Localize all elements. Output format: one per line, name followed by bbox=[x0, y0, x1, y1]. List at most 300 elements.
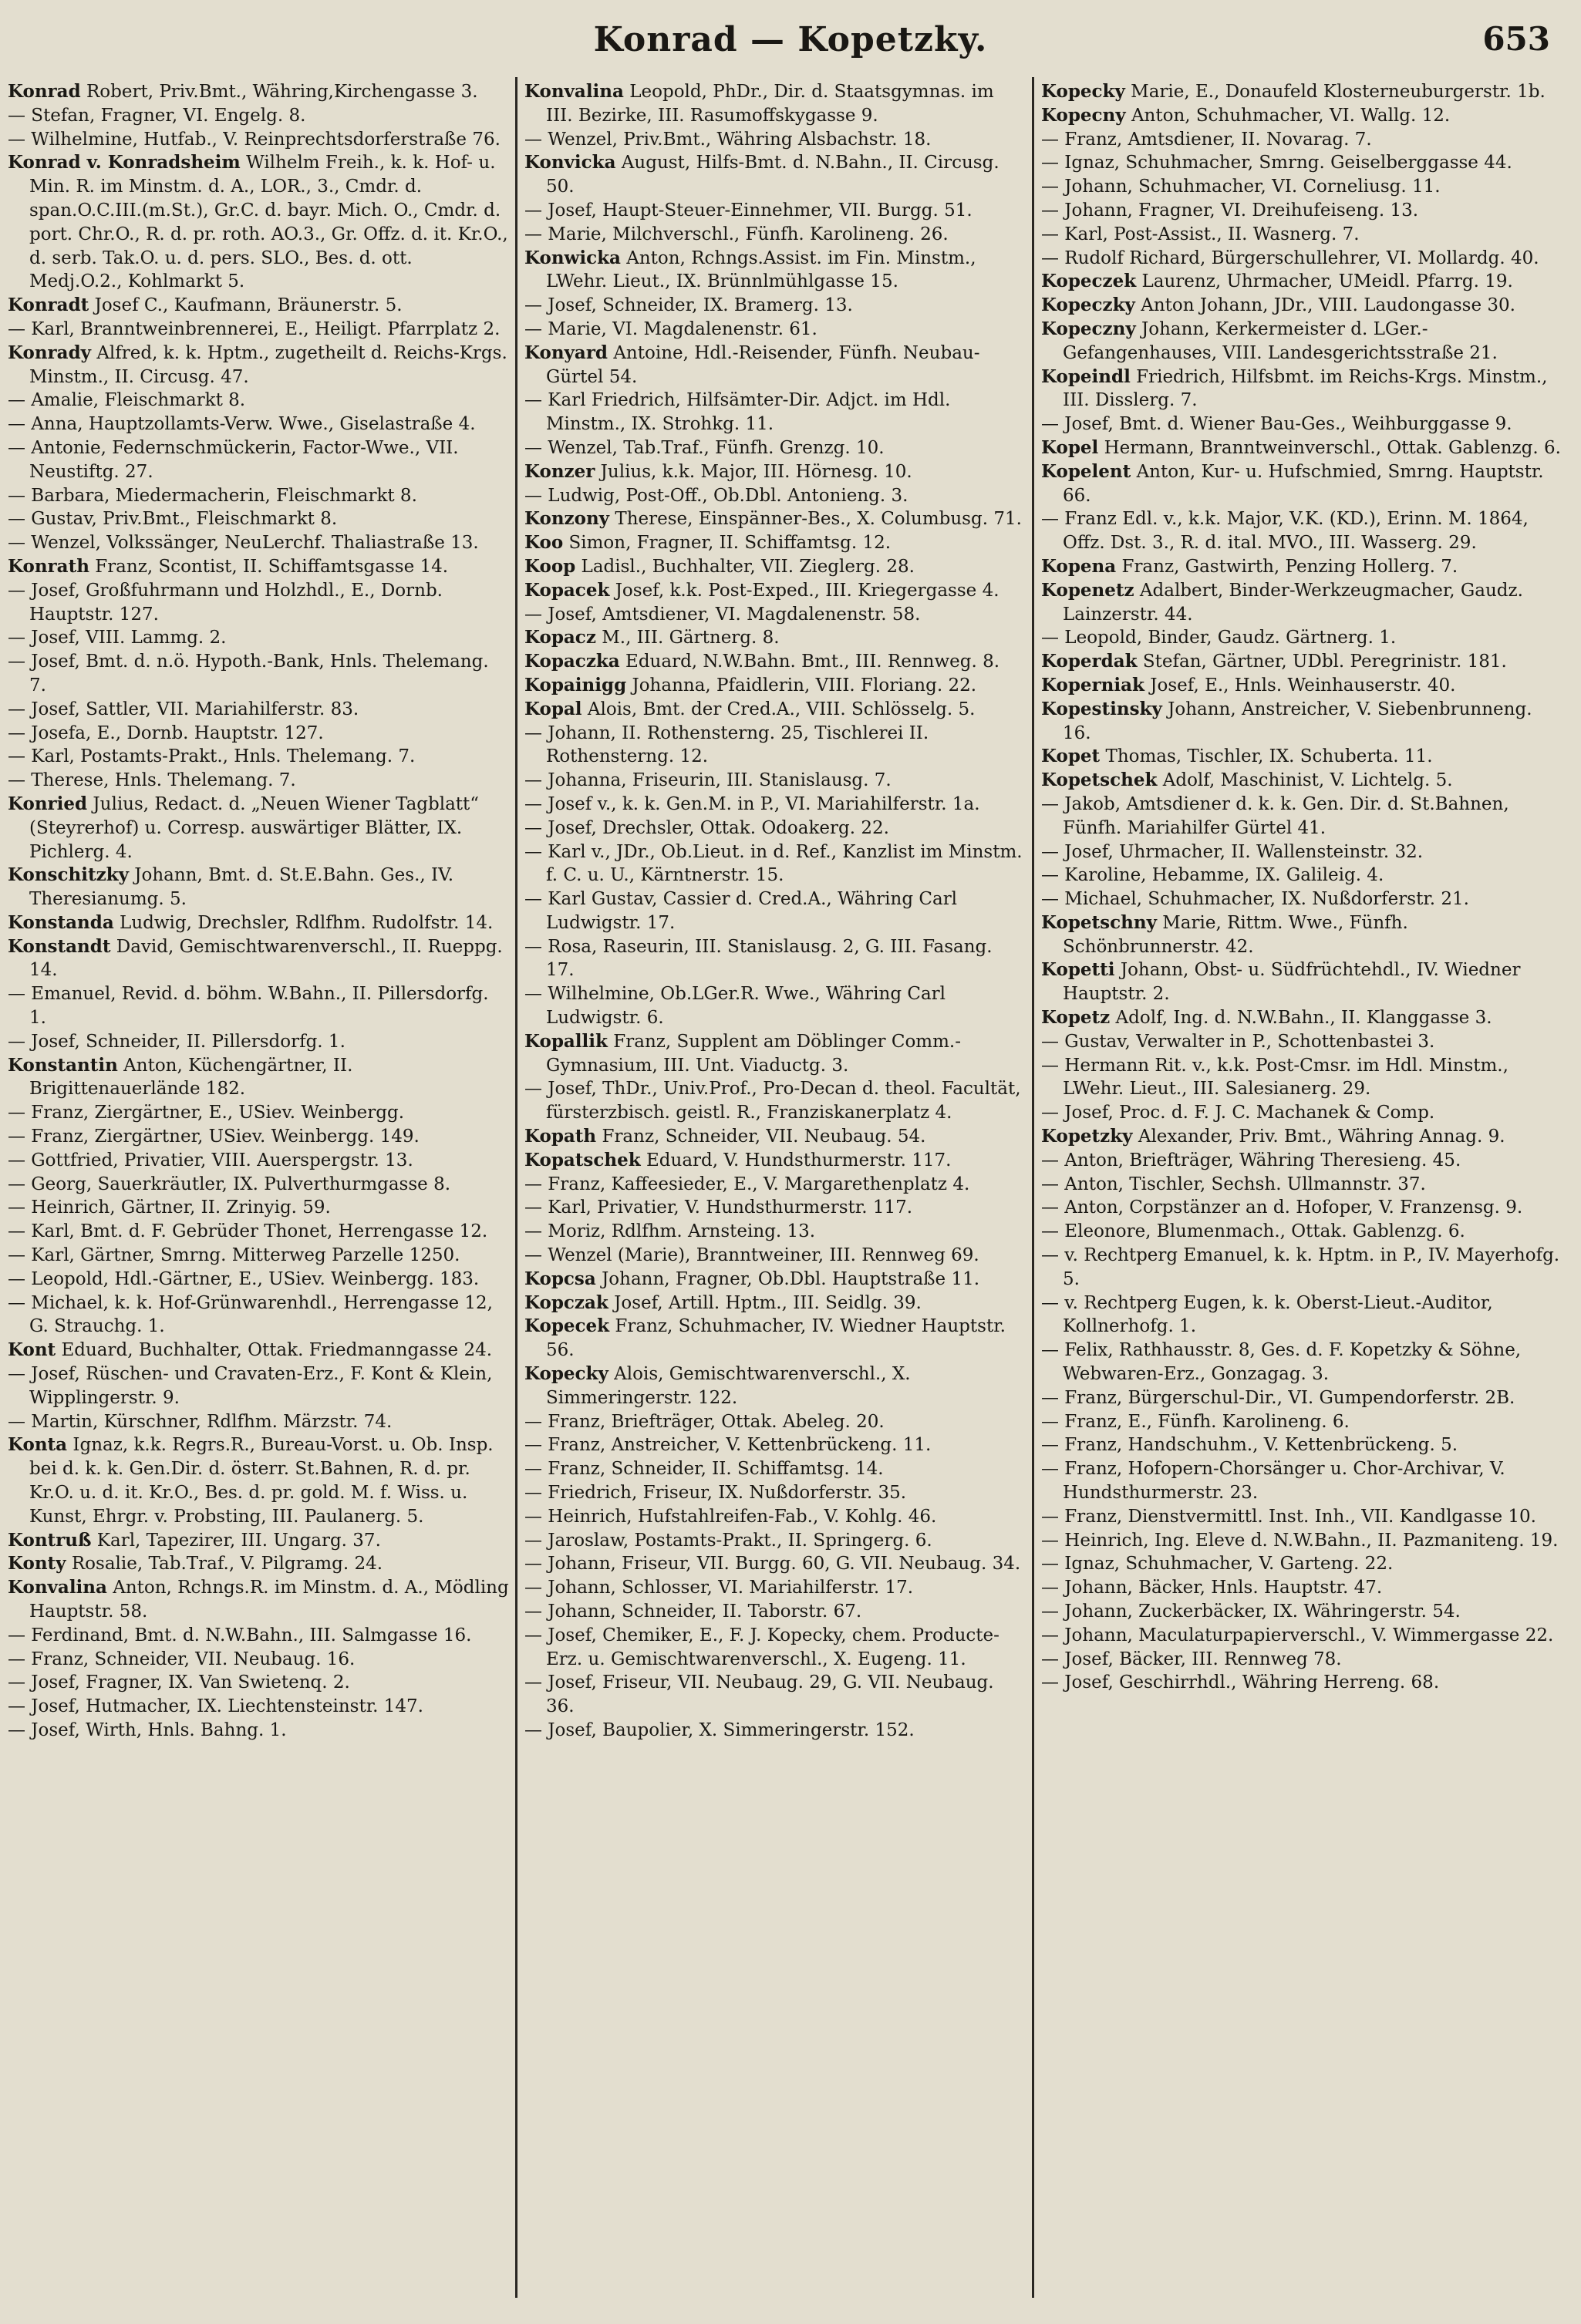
directory-entry bbox=[1041, 1671, 1566, 1695]
directory-entry bbox=[524, 1292, 1026, 1315]
directory-entry bbox=[524, 1077, 1026, 1125]
entry-details: — Franz, Handschuhm., V. Kettenbrückeng. 5. bbox=[1041, 1435, 1458, 1456]
directory-entry bbox=[524, 817, 1026, 840]
directory-entry bbox=[8, 1220, 509, 1244]
directory-entry bbox=[524, 484, 1026, 508]
entry-details: — Karl, Privatier, V. Hundsthurmerstr. 117. bbox=[524, 1197, 913, 1218]
directory-entry bbox=[8, 911, 509, 935]
directory-entry bbox=[1041, 247, 1566, 271]
directory-entry bbox=[8, 793, 509, 864]
entry-details: — Johann, Zuckerbäcker, IX. Währingerstr. 54. bbox=[1041, 1602, 1461, 1622]
entry-details: Antoine, Hdl.-Reisender, Fünfh. Neubau-Gürtel 54. bbox=[546, 342, 980, 387]
directory-entry bbox=[1041, 698, 1566, 746]
entry-surname: Kopetschny bbox=[1041, 911, 1157, 933]
directory-entry bbox=[1041, 1648, 1566, 1672]
directory-entry bbox=[524, 579, 1026, 603]
entry-surname: Kopestinsky bbox=[1041, 698, 1162, 719]
directory-entry bbox=[1041, 958, 1566, 1006]
directory-entry bbox=[524, 840, 1026, 888]
entry-details: Julius, Redact. d. „Neuen Wiener Tagblatt“ (Steyrerhof) u. Corresp. auswärtiger Blätter, IX. Pichlerg. 4. bbox=[29, 793, 480, 862]
entry-details: Ladisl., Buchhalter, VII. Zieglerg. 28. bbox=[575, 556, 915, 577]
directory-entry bbox=[524, 1220, 1026, 1244]
entry-surname: Konried bbox=[8, 793, 88, 814]
entry-details: — Johann, Schneider, II. Taborstr. 67. bbox=[524, 1602, 862, 1622]
entry-details: Anton, Küchengärtner, II. Brigittenauerlände 182. bbox=[29, 1055, 353, 1100]
entry-details: Hermann, Branntweinverschl., Ottak. Gablenzg. 6. bbox=[1098, 437, 1561, 458]
entry-details: Franz, Schneider, VII. Neubaug. 54. bbox=[596, 1127, 926, 1147]
directory-entry bbox=[8, 722, 509, 746]
entry-details: — Felix, Rathhausstr. 8, Ges. d. F. Kopetzky & Söhne, Webwaren-Erz., Gonzagag. 3. bbox=[1041, 1340, 1522, 1385]
directory-entry bbox=[1041, 1292, 1566, 1339]
entry-details: — Franz, Kaffeesieder, E., V. Margarethenplatz 4. bbox=[524, 1174, 970, 1194]
entry-surname: Koo bbox=[524, 532, 564, 554]
entry-details: Julius, k.k. Major, III. Hörnesg. 10. bbox=[595, 461, 912, 482]
directory-entry bbox=[8, 1030, 509, 1054]
column-2 bbox=[524, 80, 1026, 2316]
directory-entry bbox=[8, 769, 509, 793]
directory-entry bbox=[1041, 1054, 1566, 1102]
entry-details: — Gustav, Verwalter in P., Schottenbastei 3. bbox=[1041, 1031, 1435, 1052]
entry-details: Josef, E., Hnls. Weinhauserstr. 40. bbox=[1144, 675, 1456, 696]
directory-entry bbox=[524, 128, 1026, 152]
directory-entry bbox=[1041, 1220, 1566, 1244]
directory-entry bbox=[1041, 1433, 1566, 1457]
entry-details: — Josef v., k. k. Gen.M. in P., VI. Mariahilferstr. 1a. bbox=[524, 793, 980, 814]
entry-details: M., III. Gärtnerg. 8. bbox=[595, 628, 780, 648]
directory-entry bbox=[8, 1410, 509, 1434]
directory-entry bbox=[524, 769, 1026, 793]
entry-surname: Kopeczek bbox=[1041, 271, 1137, 292]
entry-details: Josef C., Kaufmann, Bräunerstr. 5. bbox=[89, 295, 403, 316]
directory-entry bbox=[1041, 1006, 1566, 1030]
entry-details: Leopold, PhDr., Dir. d. Staatsgymnas. im III. Bezirke, III. Rasumoffskygasse 9. bbox=[546, 82, 994, 126]
directory-entry bbox=[8, 507, 509, 531]
entry-details: Johann, Bmt. d. St.E.Bahn. Ges., IV. Theresianumg. 5. bbox=[29, 865, 454, 910]
directory-entry bbox=[8, 626, 509, 650]
entry-details: — v. Rechtperg Eugen, k. k. Oberst-Lieut.-Auditor, Kollnerhofg. 1. bbox=[1041, 1292, 1493, 1337]
directory-entry bbox=[524, 722, 1026, 770]
entry-details: — Josef, Großfuhrmann und Holzhdl., E., Dornb. Hauptstr. 127. bbox=[8, 580, 443, 625]
entry-details: Anton Johann, JDr., VIII. Laudongasse 30. bbox=[1134, 295, 1515, 316]
entry-details: — Johann, Schlosser, VI. Mariahilferstr. 17. bbox=[524, 1578, 914, 1598]
directory-entry bbox=[8, 579, 509, 627]
entry-details: — Karl, Bmt. d. F. Gebrüder Thonet, Herrengasse 12. bbox=[8, 1221, 488, 1242]
directory-entry bbox=[8, 484, 509, 508]
directory-entry bbox=[524, 1030, 1026, 1078]
directory-entry bbox=[1041, 626, 1566, 650]
directory-entry bbox=[8, 555, 509, 579]
entry-details: — Franz, Ziergärtner, USiev. Weinbergg. 149. bbox=[8, 1127, 420, 1147]
entry-surname: Konrath bbox=[8, 555, 89, 577]
directory-entry bbox=[8, 436, 509, 484]
entry-surname: Kopaczka bbox=[524, 651, 620, 672]
directory-entry bbox=[8, 864, 509, 911]
directory-entry bbox=[524, 626, 1026, 650]
directory-entry bbox=[524, 1362, 1026, 1410]
entry-surname: Konstanda bbox=[8, 911, 114, 933]
directory-entry bbox=[1041, 1576, 1566, 1600]
entry-details: — Franz, Hofopern-Chorsänger u. Chor-Archivar, V. Hundsthurmerstr. 23. bbox=[1041, 1459, 1505, 1504]
directory-entry bbox=[8, 698, 509, 722]
entry-details: — Anton, Corpstänzer an d. Hofoper, V. Franzensg. 9. bbox=[1041, 1197, 1523, 1218]
directory-entry bbox=[524, 698, 1026, 722]
directory-entry bbox=[1041, 555, 1566, 579]
directory-entry bbox=[1041, 436, 1566, 460]
directory-entry bbox=[1041, 1410, 1566, 1434]
entry-details: — Johann, II. Rothensterng. 25, Tischlerei II. Rothensterng. 12. bbox=[524, 722, 929, 767]
entry-details: — Franz, Anstreicher, V. Kettenbrückeng. 11. bbox=[524, 1435, 932, 1456]
column-1 bbox=[8, 80, 509, 2316]
entry-details: — Wenzel, Volkssänger, NeuLerchf. Thaliastraße 13. bbox=[8, 533, 479, 554]
entry-details: — Josefa, E., Dornb. Hauptstr. 127. bbox=[8, 722, 324, 743]
entry-details: Anton, Rchngs.R. im Minstm. d. A., Mödling Hauptstr. 58. bbox=[29, 1578, 509, 1622]
directory-entry bbox=[8, 413, 509, 436]
directory-entry bbox=[8, 128, 509, 152]
entry-details: — Michael, Schuhmacher, IX. Nußdorferstr. 21. bbox=[1041, 889, 1469, 910]
entry-details: — Josef, Sattler, VII. Mariahilferstr. 83. bbox=[8, 699, 359, 719]
entry-details: Alois, Bmt. der Cred.A., VIII. Schlösselg. 5. bbox=[581, 699, 976, 719]
entry-details: Wilhelm Freih., k. k. Hof- u. Min. R. im Minstm. d. A., LOR., 3., Cmdr. d. span.O.C.III.(m.St.), Gr.C. d. bayr. Mich. O., Cmdr. d. port. Chr.O., R. d. pr. roth. AO.3., Gr. Offz. d. it. Kr.O., d. serb. Tak.O. u. d. pers. SLO., Bes. d. ott. Medj.O.2., Kohlmarkt 5. bbox=[29, 153, 508, 292]
directory-entry bbox=[524, 1552, 1026, 1576]
directory-entry bbox=[1041, 175, 1566, 199]
directory-entry bbox=[8, 80, 509, 104]
entry-details: — Josef, Bäcker, III. Rennweg 78. bbox=[1041, 1649, 1342, 1669]
directory-entry bbox=[8, 1624, 509, 1648]
directory-entry bbox=[524, 935, 1026, 983]
column-3 bbox=[1041, 80, 1566, 2316]
directory-entry bbox=[8, 650, 509, 698]
entry-details: — Michael, k. k. Hof-Grünwarenhdl., Herrengasse 12, G. Strauchg. 1. bbox=[8, 1292, 493, 1337]
entry-details: — Josef, Proc. d. F. J. C. Machanek & Comp. bbox=[1041, 1103, 1435, 1123]
entry-details: — Franz, Amtsdiener, II. Novarag. 7. bbox=[1041, 129, 1372, 150]
entry-details: Eduard, N.W.Bahn. Bmt., III. Rennweg. 8. bbox=[619, 652, 1000, 672]
directory-entry bbox=[1041, 80, 1566, 104]
directory-entry bbox=[8, 1695, 509, 1719]
entry-details: — Johann, Maculaturpapierverschl., V. Wimmergasse 22. bbox=[1041, 1625, 1554, 1645]
directory-entry bbox=[524, 1244, 1026, 1268]
entry-details: Marie, Rittm. Wwe., Fünfh. Schönbrunnerstr. 42. bbox=[1063, 912, 1408, 957]
entry-details: Alois, Gemischtwarenverschl., X. Simmeringerstr. 122. bbox=[546, 1364, 911, 1408]
entry-details: — Antonie, Federnschmückerin, Factor-Wwe., VII. Neustiftg. 27. bbox=[8, 437, 459, 482]
entry-details: — Karl Friedrich, Hilfsämter-Dir. Adjct. im Hdl. Minstm., IX. Strohkg. 11. bbox=[524, 390, 951, 435]
directory-entry bbox=[8, 389, 509, 413]
entry-surname: Kont bbox=[8, 1339, 56, 1361]
entry-details: — Ignaz, Schuhmacher, V. Garteng. 22. bbox=[1041, 1554, 1394, 1575]
entry-details: — Leopold, Binder, Gaudz. Gärtnerg. 1. bbox=[1041, 628, 1397, 648]
entry-surname: Kopecky bbox=[1041, 81, 1125, 102]
entry-surname: Kopainigg bbox=[524, 674, 627, 696]
entry-surname: Konvalina bbox=[8, 1577, 107, 1598]
entry-details: — Franz, Briefträger, Ottak. Abeleg. 20. bbox=[524, 1411, 885, 1432]
directory-entry bbox=[524, 436, 1026, 460]
directory-entry bbox=[524, 982, 1026, 1030]
directory-entry bbox=[8, 982, 509, 1030]
entry-details: — Josef, Schneider, II. Pillersdorfg. 1. bbox=[8, 1031, 346, 1052]
directory-entry bbox=[8, 1552, 509, 1576]
entry-details: Friedrich, Hilfsbmt. im Reichs-Krgs. Minstm., III. Disslerg. 7. bbox=[1063, 366, 1548, 411]
entry-surname: Kopetzky bbox=[1041, 1126, 1133, 1147]
entry-details: Josef, k.k. Post-Exped., III. Kriegergasse 4. bbox=[609, 580, 1000, 601]
directory-entry bbox=[8, 745, 509, 769]
directory-entry bbox=[524, 1671, 1026, 1719]
directory-entry bbox=[1041, 413, 1566, 436]
directory-entry bbox=[1041, 1457, 1566, 1505]
directory-entry bbox=[524, 1576, 1026, 1600]
entry-details: Anton, Kur- u. Hufschmied, Smrng. Hauptstr. 66. bbox=[1063, 461, 1544, 506]
directory-entry bbox=[524, 650, 1026, 674]
entry-details: — Hermann Rit. v., k.k. Post-Cmsr. im Hdl. Minstm., LWehr. Lieut., III. Salesianerg. 29. bbox=[1041, 1055, 1509, 1100]
directory-entry bbox=[8, 318, 509, 342]
entry-surname: Kopatschek bbox=[524, 1149, 641, 1170]
entry-details: — Moriz, Rdlfhm. Arnsteing. 13. bbox=[524, 1221, 816, 1242]
directory-entry bbox=[1041, 1196, 1566, 1220]
entry-details: Johann, Fragner, Ob.Dbl. Hauptstraße 11. bbox=[595, 1268, 980, 1289]
directory-entry bbox=[8, 935, 509, 983]
directory-entry bbox=[524, 1315, 1026, 1362]
directory-entry bbox=[1041, 1149, 1566, 1173]
entry-surname: Konta bbox=[8, 1434, 68, 1456]
entry-details: Eduard, Buchhalter, Ottak. Friedmanngasse 24. bbox=[56, 1340, 493, 1361]
entry-details: — Barbara, Miedermacherin, Fleischmarkt 8. bbox=[8, 485, 417, 506]
entry-details: Johann, Obst- u. Südfrüchtehdl., IV. Wiedner Hauptstr. 2. bbox=[1063, 960, 1521, 1005]
entry-surname: Koperniak bbox=[1041, 674, 1144, 696]
entry-surname: Kopena bbox=[1041, 555, 1117, 577]
entry-details: — Marie, Milchverschl., Fünfh. Karolineng. 26. bbox=[524, 224, 949, 244]
directory-entry bbox=[1041, 1529, 1566, 1553]
directory-entry bbox=[1041, 270, 1566, 294]
directory-entry bbox=[8, 1576, 509, 1624]
entry-details: Anton, Rchngs.Assist. im Fin. Minstm., LWehr. Lieut., IX. Brünnlmühlgasse 15. bbox=[546, 248, 976, 292]
entry-details: — Johanna, Friseurin, III. Stanislausg. 7. bbox=[524, 770, 892, 791]
entry-surname: Kopacek bbox=[524, 579, 610, 601]
directory-entry bbox=[524, 1505, 1026, 1529]
entry-details: — Wilhelmine, Ob.LGer.R. Wwe., Währing Carl Ludwigstr. 6. bbox=[524, 984, 946, 1029]
directory-entry bbox=[524, 1173, 1026, 1197]
entry-details: Eduard, V. Hundsthurmerstr. 117. bbox=[640, 1150, 952, 1170]
directory-entry bbox=[1041, 460, 1566, 508]
entry-details: — Wilhelmine, Hutfab., V. Reinprechtsdorferstraße 76. bbox=[8, 129, 501, 150]
directory-entry bbox=[1041, 793, 1566, 840]
directory-columns bbox=[0, 80, 1581, 2316]
entry-details: — Martin, Kürschner, Rdlfhm. Märzstr. 74. bbox=[8, 1411, 393, 1432]
entry-surname: Kopeczny bbox=[1041, 318, 1136, 339]
directory-entry bbox=[8, 531, 509, 555]
directory-entry bbox=[524, 223, 1026, 247]
directory-entry bbox=[1041, 1030, 1566, 1054]
entry-details: Therese, Einspänner-Bes., X. Columbusg. 71. bbox=[609, 509, 1022, 530]
entry-details: — Friedrich, Friseur, IX. Nußdorferstr. 35. bbox=[524, 1483, 907, 1504]
directory-entry bbox=[524, 1529, 1026, 1553]
entry-surname: Koperdak bbox=[1041, 651, 1138, 672]
directory-entry bbox=[8, 1125, 509, 1149]
directory-entry bbox=[1041, 840, 1566, 864]
entry-details: Laurenz, Uhrmacher, UMeidl. Pfarrg. 19. bbox=[1136, 271, 1513, 292]
entry-details: Simon, Fragner, II. Schiffamtsg. 12. bbox=[563, 533, 892, 554]
entry-surname: Kopel bbox=[1041, 436, 1099, 458]
directory-entry bbox=[524, 555, 1026, 579]
entry-details: — Ignaz, Schuhmacher, Smrng. Geiselberggasse 44. bbox=[1041, 153, 1512, 173]
entry-details: — Josef, Friseur, VII. Neubaug. 29, G. VII. Neubaug. 36. bbox=[524, 1672, 994, 1717]
directory-entry bbox=[1041, 1624, 1566, 1648]
directory-entry bbox=[8, 1529, 509, 1553]
directory-entry bbox=[524, 1481, 1026, 1505]
entry-details: Marie, E., Donaufeld Klosterneuburgerstr. 1b. bbox=[1124, 82, 1546, 102]
running-title: Konrad — Kopetzky. bbox=[593, 20, 988, 59]
entry-surname: Kopecky bbox=[524, 1363, 608, 1385]
entry-details: Stefan, Gärtner, UDbl. Peregrinistr. 181. bbox=[1137, 652, 1507, 672]
directory-entry bbox=[8, 104, 509, 128]
directory-entry bbox=[1041, 1339, 1566, 1386]
entry-details: — Karl, Branntweinbrennerei, E., Heiligt. Pfarrplatz 2. bbox=[8, 318, 501, 339]
entry-details: Ignaz, k.k. Regrs.R., Bureau-Vorst. u. Ob. Insp. bei d. k. k. Gen.Dir. d. österr. St.Bahnen, R. d. pr. Kr.O. u. d. it. Kr.O., Bes. d. pr. gold. M. f. Wiss. u. Kunst, Ehrgr. v. Probsting, III. Paulanerg. 5. bbox=[29, 1435, 494, 1527]
directory-entry bbox=[1041, 223, 1566, 247]
directory-entry bbox=[8, 1244, 509, 1268]
entry-details: — Karl, Post-Assist., II. Wasnerg. 7. bbox=[1041, 224, 1360, 244]
directory-entry bbox=[524, 1196, 1026, 1220]
entry-details: Johann, Kerkermeister d. LGer.-Gefangenhauses, VIII. Landesgerichtsstraße 21. bbox=[1063, 318, 1498, 363]
directory-entry bbox=[8, 1671, 509, 1695]
directory-entry bbox=[1041, 1386, 1566, 1410]
directory-entry bbox=[524, 460, 1026, 484]
entry-details: — Josef, Rüschen- und Cravaten-Erz., F. Kont & Klein, Wipplingerstr. 9. bbox=[8, 1364, 493, 1408]
entry-details: — v. Rechtperg Emanuel, k. k. Hptm. in P., IV. Mayerhofg. 5. bbox=[1041, 1245, 1560, 1289]
entry-surname: Konyard bbox=[524, 342, 608, 363]
directory-entry bbox=[524, 531, 1026, 555]
directory-entry bbox=[524, 1268, 1026, 1292]
entry-surname: Konvicka bbox=[524, 152, 616, 173]
directory-entry bbox=[8, 1054, 509, 1102]
entry-surname: Kopacz bbox=[524, 627, 596, 648]
directory-entry bbox=[1041, 864, 1566, 887]
entry-details: — Karoline, Hebamme, IX. Galileig. 4. bbox=[1041, 865, 1384, 886]
entry-details: — Josef, Haupt-Steuer-Einnehmer, VII. Burgg. 51. bbox=[524, 200, 973, 221]
entry-details: — Amalie, Fleischmarkt 8. bbox=[8, 390, 246, 411]
entry-details: — Georg, Sauerkräutler, IX. Pulverthurmgasse 8. bbox=[8, 1174, 451, 1194]
entry-details: — Karl Gustav, Cassier d. Cred.A., Währing Carl Ludwigstr. 17. bbox=[524, 889, 958, 933]
directory-entry bbox=[524, 80, 1026, 128]
entry-surname: Kopeczky bbox=[1041, 295, 1135, 316]
entry-surname: Konschitzky bbox=[8, 864, 129, 886]
directory-entry bbox=[1041, 745, 1566, 769]
directory-entry bbox=[524, 1600, 1026, 1624]
entry-details: — Rudolf Richard, Bürgerschullehrer, VI. Mollardg. 40. bbox=[1041, 248, 1539, 268]
directory-entry bbox=[524, 887, 1026, 935]
directory-entry bbox=[524, 247, 1026, 295]
entry-details: — Rosa, Raseurin, III. Stanislausg. 2, G. III. Fasang. 17. bbox=[524, 936, 993, 981]
entry-details: Franz, Schuhmacher, IV. Wiedner Hauptstr. 56. bbox=[546, 1316, 1006, 1361]
directory-entry bbox=[524, 507, 1026, 531]
directory-entry bbox=[8, 1292, 509, 1339]
entry-details: — Johann, Friseur, VII. Burgg. 60, G. VII. Neubaug. 34. bbox=[524, 1554, 1021, 1575]
directory-entry bbox=[524, 1719, 1026, 1743]
entry-details: — Josef, Amtsdiener, VI. Magdalenenstr. 58. bbox=[524, 604, 921, 625]
directory-entry bbox=[1041, 507, 1566, 555]
entry-surname: Kopelent bbox=[1041, 460, 1131, 482]
entry-surname: Kopecny bbox=[1041, 104, 1126, 126]
entry-details: — Johann, Bäcker, Hnls. Hauptstr. 47. bbox=[1041, 1578, 1383, 1598]
entry-details: — Marie, VI. Magdalenenstr. 61. bbox=[524, 318, 817, 339]
directory-entry bbox=[1041, 579, 1566, 627]
entry-surname: Koop bbox=[524, 555, 576, 577]
entry-details: Franz, Gastwirth, Penzing Hollerg. 7. bbox=[1116, 556, 1458, 577]
directory-entry bbox=[1041, 1505, 1566, 1529]
directory-entry bbox=[8, 151, 509, 294]
entry-surname: Kopecek bbox=[524, 1315, 610, 1337]
directory-entry bbox=[8, 342, 509, 389]
entry-details: — Josef, Bmt. d. Wiener Bau-Ges., Weihburggasse 9. bbox=[1041, 414, 1512, 435]
directory-entry bbox=[524, 389, 1026, 436]
entry-details: Adalbert, Binder-Werkzeugmacher, Gaudz. Lainzerstr. 44. bbox=[1063, 580, 1523, 625]
entry-surname: Konstantin bbox=[8, 1054, 118, 1076]
entry-details: — Johann, Schuhmacher, VI. Corneliusg. 11. bbox=[1041, 177, 1441, 197]
entry-details: — Therese, Hnls. Thelemang. 7. bbox=[8, 770, 296, 791]
entry-details: Thomas, Tischler, IX. Schuberta. 11. bbox=[1100, 746, 1433, 767]
entry-details: Rosalie, Tab.Traf., V. Pilgramg. 24. bbox=[66, 1554, 383, 1575]
entry-surname: Konrad v. Konradsheim bbox=[8, 152, 241, 173]
entry-details: Alfred, k. k. Hptm., zugetheilt d. Reichs-Krgs. Minstm., II. Circusg. 47. bbox=[29, 342, 507, 387]
entry-details: Alexander, Priv. Bmt., Währing Annag. 9. bbox=[1132, 1127, 1505, 1147]
directory-entry bbox=[524, 1125, 1026, 1149]
directory-entry bbox=[524, 151, 1026, 199]
directory-entry bbox=[8, 1648, 509, 1672]
entry-surname: Konrady bbox=[8, 342, 92, 363]
directory-entry bbox=[524, 1410, 1026, 1434]
directory-entry bbox=[1041, 294, 1566, 318]
entry-details: — Wenzel, Tab.Traf., Fünfh. Grenzg. 10. bbox=[524, 437, 885, 458]
entry-details: Adolf, Ing. d. N.W.Bahn., II. Klanggasse 3. bbox=[1110, 1008, 1492, 1029]
entry-details: — Emanuel, Revid. d. böhm. W.Bahn., II. Pillersdorfg. 1. bbox=[8, 984, 489, 1029]
entry-surname: Kopal bbox=[524, 698, 582, 719]
entry-details: — Josef, Uhrmacher, II. Wallensteinstr. 32. bbox=[1041, 841, 1424, 862]
entry-details: — Anton, Briefträger, Währing Theresieng. 45. bbox=[1041, 1150, 1461, 1170]
directory-entry bbox=[524, 342, 1026, 389]
entry-details: — Gottfried, Privatier, VIII. Auerspergstr. 13. bbox=[8, 1150, 413, 1170]
entry-details: Franz, Supplent am Döblinger Comm.-Gymnasium, III. Unt. Viaductg. 3. bbox=[546, 1031, 962, 1076]
entry-details: — Josef, Chemiker, E., F. J. Kopecky, chem. Producte-Erz. u. Gemischtwarenverschl., X. Eugeng. 11. bbox=[524, 1625, 1000, 1669]
entry-details: — Eleonore, Blumenmach., Ottak. Gablenzg. 6. bbox=[1041, 1221, 1465, 1242]
entry-surname: Kopetz bbox=[1041, 1007, 1111, 1029]
directory-entry bbox=[524, 1624, 1026, 1672]
page-number: 653 bbox=[1482, 20, 1550, 58]
page-header bbox=[0, 14, 1581, 68]
directory-entry bbox=[8, 1173, 509, 1197]
entry-details: — Franz, Ziergärtner, E., USiev. Weinbergg. bbox=[8, 1103, 405, 1123]
entry-surname: Kopcsa bbox=[524, 1268, 596, 1289]
directory-entry bbox=[1041, 318, 1566, 365]
directory-entry bbox=[8, 1149, 509, 1173]
entry-details: — Josef, VIII. Lammg. 2. bbox=[8, 628, 227, 648]
entry-details: — Josef, Fragner, IX. Van Swietenq. 2. bbox=[8, 1672, 350, 1693]
entry-details: — Karl, Postamts-Prakt., Hnls. Thelemang. 7. bbox=[8, 746, 416, 767]
directory-entry bbox=[1041, 769, 1566, 793]
entry-details: Franz, Scontist, II. Schiffamtsgasse 14. bbox=[89, 556, 449, 577]
entry-surname: Konzer bbox=[524, 460, 595, 482]
directory-entry bbox=[8, 1196, 509, 1220]
entry-surname: Kopath bbox=[524, 1126, 597, 1147]
directory-entry bbox=[524, 1457, 1026, 1481]
entry-details: — Ferdinand, Bmt. d. N.W.Bahn., III. Salmgasse 16. bbox=[8, 1625, 472, 1645]
entry-surname: Konty bbox=[8, 1553, 66, 1575]
entry-details: — Wenzel, Priv.Bmt., Währing Alsbachstr. 18. bbox=[524, 129, 932, 150]
entry-surname: Konzony bbox=[524, 508, 610, 530]
entry-surname: Kopetschek bbox=[1041, 770, 1158, 791]
entry-details: — Josef, Bmt. d. n.ö. Hypoth.-Bank, Hnls. Thelemang. 7. bbox=[8, 652, 489, 696]
entry-details: — Heinrich, Hufstahlreifen-Fab., V. Kohlg. 46. bbox=[524, 1506, 937, 1527]
entry-details: — Leopold, Hdl.-Gärtner, E., USiev. Weinbergg. 183. bbox=[8, 1268, 480, 1289]
entry-surname: Kopetti bbox=[1041, 959, 1115, 981]
entry-details: Josef, Artill. Hptm., III. Seidlg. 39. bbox=[608, 1292, 922, 1313]
entry-details: Johanna, Pfaidlerin, VIII. Floriang. 22. bbox=[626, 675, 977, 696]
